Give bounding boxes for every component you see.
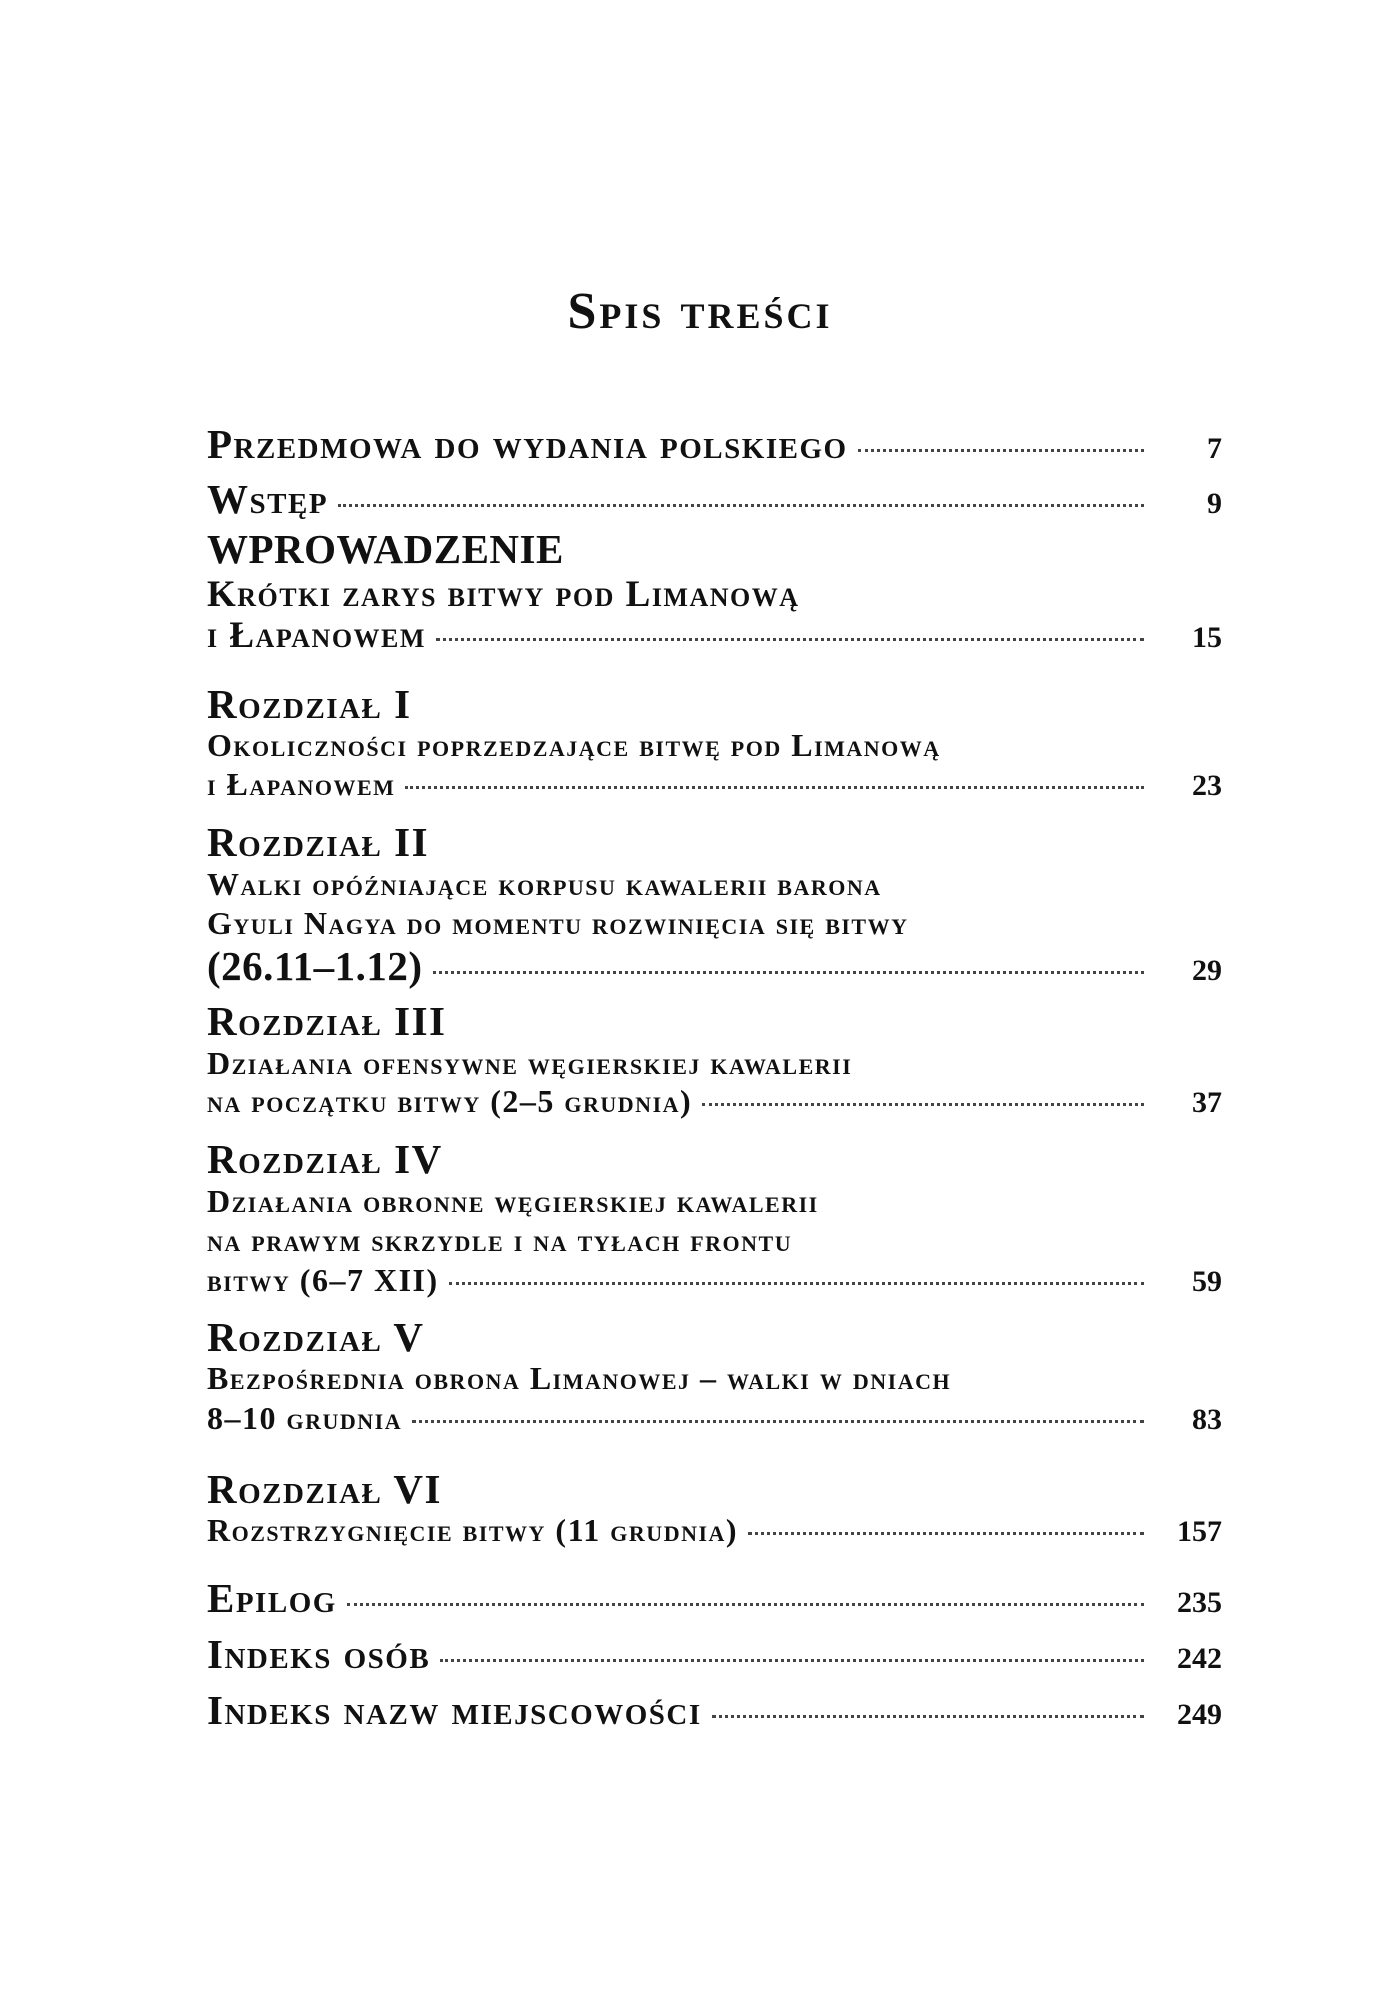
entry-title-line: Krótki zarys bitwy pod Limanową [207, 574, 800, 615]
entry-title: na początku bitwy (2–5 grudnia) [207, 1083, 693, 1119]
dot-leader [436, 638, 1144, 641]
dot-leader [405, 786, 1144, 789]
toc-entry [207, 1083, 1222, 1120]
toc-entry [207, 1686, 1222, 1734]
dot-leader [702, 1103, 1144, 1106]
chapter-heading: Rozdział III [207, 998, 447, 1044]
entry-title: Wstęp [207, 476, 329, 522]
page-number: 59 [1192, 1265, 1222, 1298]
page-number: 15 [1192, 621, 1222, 654]
chapter-heading: Rozdział IV [207, 1136, 443, 1182]
dot-leader [712, 1715, 1144, 1718]
chapter-heading: Rozdział VI [207, 1466, 442, 1512]
toc-entry [207, 475, 1222, 523]
dot-leader [449, 1282, 1144, 1285]
page-title: Spis treści [567, 283, 833, 340]
entry-title-line: Działania obronne węgierskiej kawalerii [207, 1183, 819, 1219]
entry-title-line: Działania ofensywne węgierskiej kawalerii [207, 1045, 853, 1081]
toc-entry [207, 1400, 1222, 1437]
section-heading: WPROWADZENIE [207, 526, 564, 572]
dot-leader [433, 971, 1144, 974]
entry-title-line: na prawym skrzydle i na tyłach frontu [207, 1222, 793, 1258]
entry-title-line: Bezpośrednia obrona Limanowej – walki w dniach [207, 1360, 952, 1396]
dot-leader [338, 504, 1144, 507]
chapter-heading: Rozdział I [207, 681, 412, 727]
dot-leader [347, 1603, 1144, 1606]
toc-entry [207, 1630, 1222, 1678]
toc-entry [207, 1262, 1222, 1299]
entry-title: bitwy (6–7 XII) [207, 1262, 439, 1298]
page-number: 242 [1177, 1642, 1222, 1675]
entry-title: Epilog [207, 1575, 337, 1621]
entry-title: Rozstrzygnięcie bitwy (11 grudnia) [207, 1512, 739, 1548]
page-number: 29 [1192, 954, 1222, 987]
page-number: 9 [1207, 487, 1222, 520]
toc-entry [207, 614, 1222, 657]
entry-title-line: Walki opóźniające korpusu kawalerii barona [207, 866, 882, 902]
dot-leader [440, 1659, 1144, 1662]
chapter-heading: Rozdział II [207, 819, 430, 865]
page-number: 157 [1177, 1515, 1222, 1548]
entry-title: i Łapanowem [207, 615, 426, 656]
toc-entry [207, 942, 1222, 990]
entry-title-line: Okoliczności poprzedzające bitwę pod Limanową [207, 727, 941, 763]
toc-entry [207, 766, 1222, 803]
page-number: 7 [1207, 432, 1222, 465]
entry-title: Indeks osób [207, 1631, 431, 1677]
entry-title: (26.11–1.12) [207, 943, 423, 989]
toc-entry [207, 1512, 1222, 1549]
page-number: 23 [1192, 769, 1222, 802]
dot-leader [412, 1420, 1144, 1423]
entry-title: Przedmowa do wydania polskiego [207, 421, 848, 467]
chapter-heading: Rozdział V [207, 1314, 425, 1360]
entry-title: i Łapanowem [207, 766, 396, 802]
table-of-contents [207, 0, 1222, 2012]
toc-entry [207, 420, 1222, 468]
entry-title-line: Gyuli Nagya do momentu rozwinięcia się bitwy [207, 905, 909, 941]
dot-leader [858, 449, 1144, 452]
page-number: 249 [1177, 1698, 1222, 1731]
toc-entry [207, 1574, 1222, 1622]
page-number: 83 [1192, 1403, 1222, 1436]
page-number: 37 [1192, 1086, 1222, 1119]
entry-title: Indeks nazw miejscowości [207, 1687, 702, 1733]
page-number: 235 [1177, 1586, 1222, 1619]
dot-leader [748, 1532, 1144, 1535]
entry-title: 8–10 grudnia [207, 1400, 403, 1436]
